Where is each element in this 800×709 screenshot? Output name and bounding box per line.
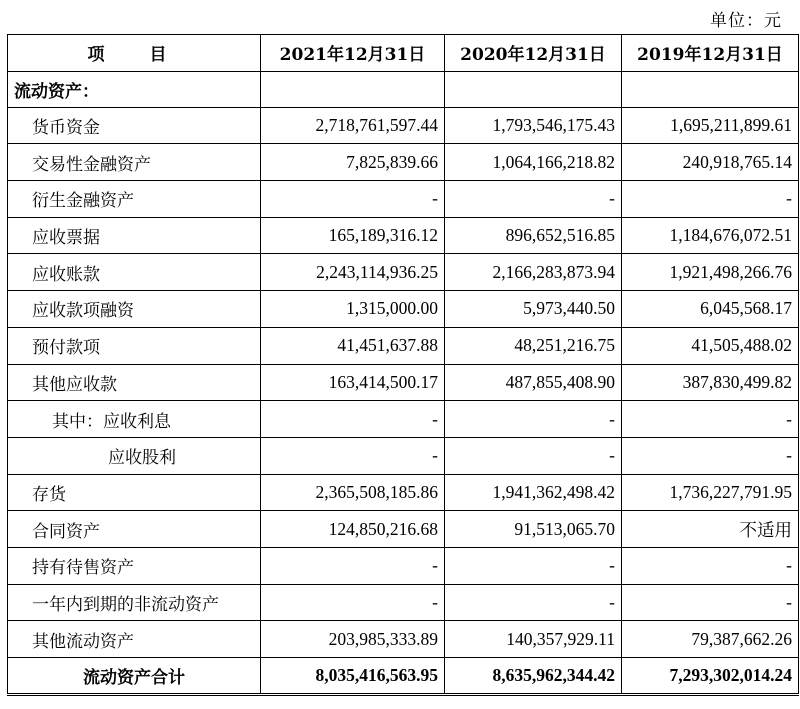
value-2020: 8,635,962,344.42 (445, 658, 622, 695)
header-item: 项 目 (8, 35, 261, 72)
value-2020: 896,652,516.85 (445, 217, 622, 254)
table-row (8, 474, 799, 511)
table-row (8, 217, 799, 254)
row-label: 其中：应收利息 (8, 401, 261, 438)
table-row (8, 254, 799, 291)
value-2020: - (445, 181, 622, 218)
table-row (8, 437, 799, 474)
value-2019: - (622, 401, 799, 438)
balance-sheet-table (7, 34, 799, 696)
header-2020: 2020年12月31日 (445, 35, 622, 72)
value-2019: 不适用 (622, 511, 799, 548)
table-header-row (8, 35, 799, 72)
table-row (8, 621, 799, 658)
row-label: 衍生金融资产 (8, 181, 261, 218)
value-2021: 165,189,316.12 (261, 217, 445, 254)
value-2020: 1,941,362,498.42 (445, 474, 622, 511)
value-2021: - (261, 401, 445, 438)
value-2020: 5,973,440.50 (445, 291, 622, 328)
value-2020: 1,793,546,175.43 (445, 107, 622, 144)
value-2021: - (261, 437, 445, 474)
value-2019: 6,045,568.17 (622, 291, 799, 328)
row-label: 持有待售资产 (8, 547, 261, 584)
header-2021: 2021年12月31日 (261, 35, 445, 72)
row-label: 应收股利 (8, 437, 261, 474)
value-2020: - (445, 437, 622, 474)
row-label: 应收账款 (8, 254, 261, 291)
row-label: 交易性金融资产 (8, 144, 261, 181)
table-row (8, 291, 799, 328)
value-2021: 2,365,508,185.86 (261, 474, 445, 511)
value-2019: 1,695,211,899.61 (622, 107, 799, 144)
row-label: 一年内到期的非流动资产 (8, 584, 261, 621)
value-2020: - (445, 401, 622, 438)
value-2020 (445, 71, 622, 107)
unit-label: 单位：元 (710, 11, 782, 31)
value-2019: - (622, 584, 799, 621)
value-2021: 203,985,333.89 (261, 621, 445, 658)
table-row (8, 547, 799, 584)
row-label: 预付款项 (8, 327, 261, 364)
table-row (8, 181, 799, 218)
value-2019: - (622, 437, 799, 474)
value-2021: 8,035,416,563.95 (261, 658, 445, 695)
table-row (8, 584, 799, 621)
value-2021: - (261, 181, 445, 218)
value-2019: 1,736,227,791.95 (622, 474, 799, 511)
row-label: 存货 (8, 474, 261, 511)
value-2021: 7,825,839.66 (261, 144, 445, 181)
value-2021: - (261, 584, 445, 621)
row-label: 其他流动资产 (8, 621, 261, 658)
table-section-row (8, 71, 799, 107)
table-row (8, 401, 799, 438)
table-row (8, 327, 799, 364)
value-2020: 91,513,065.70 (445, 511, 622, 548)
value-2020: 2,166,283,873.94 (445, 254, 622, 291)
value-2019: 41,505,488.02 (622, 327, 799, 364)
row-label: 流动资产合计 (8, 658, 261, 695)
row-label: 应收款项融资 (8, 291, 261, 328)
value-2021: 2,243,114,936.25 (261, 254, 445, 291)
value-2019: 240,918,765.14 (622, 144, 799, 181)
table-body (8, 71, 799, 694)
value-2021: 163,414,500.17 (261, 364, 445, 401)
value-2019: 1,921,498,266.76 (622, 254, 799, 291)
value-2020: - (445, 584, 622, 621)
value-2020: 1,064,166,218.82 (445, 144, 622, 181)
table-row (8, 144, 799, 181)
value-2021: 1,315,000.00 (261, 291, 445, 328)
value-2021: 124,850,216.68 (261, 511, 445, 548)
value-2019: 7,293,302,014.24 (622, 658, 799, 695)
value-2020: 140,357,929.11 (445, 621, 622, 658)
value-2019: 1,184,676,072.51 (622, 217, 799, 254)
value-2021: 41,451,637.88 (261, 327, 445, 364)
value-2019 (622, 71, 799, 107)
value-2021 (261, 71, 445, 107)
value-2019: 79,387,662.26 (622, 621, 799, 658)
value-2019: - (622, 547, 799, 584)
value-2020: 48,251,216.75 (445, 327, 622, 364)
value-2020: - (445, 547, 622, 584)
value-2020: 487,855,408.90 (445, 364, 622, 401)
row-label: 货币资金 (8, 107, 261, 144)
table-total-row (8, 658, 799, 695)
value-2019: 387,830,499.82 (622, 364, 799, 401)
value-2021: - (261, 547, 445, 584)
header-2019: 2019年12月31日 (622, 35, 799, 72)
row-label: 合同资产 (8, 511, 261, 548)
row-label: 应收票据 (8, 217, 261, 254)
table-row (8, 364, 799, 401)
table-row (8, 107, 799, 144)
row-label: 流动资产： (8, 71, 261, 107)
value-2019: - (622, 181, 799, 218)
table-row (8, 511, 799, 548)
row-label: 其他应收款 (8, 364, 261, 401)
value-2021: 2,718,761,597.44 (261, 107, 445, 144)
